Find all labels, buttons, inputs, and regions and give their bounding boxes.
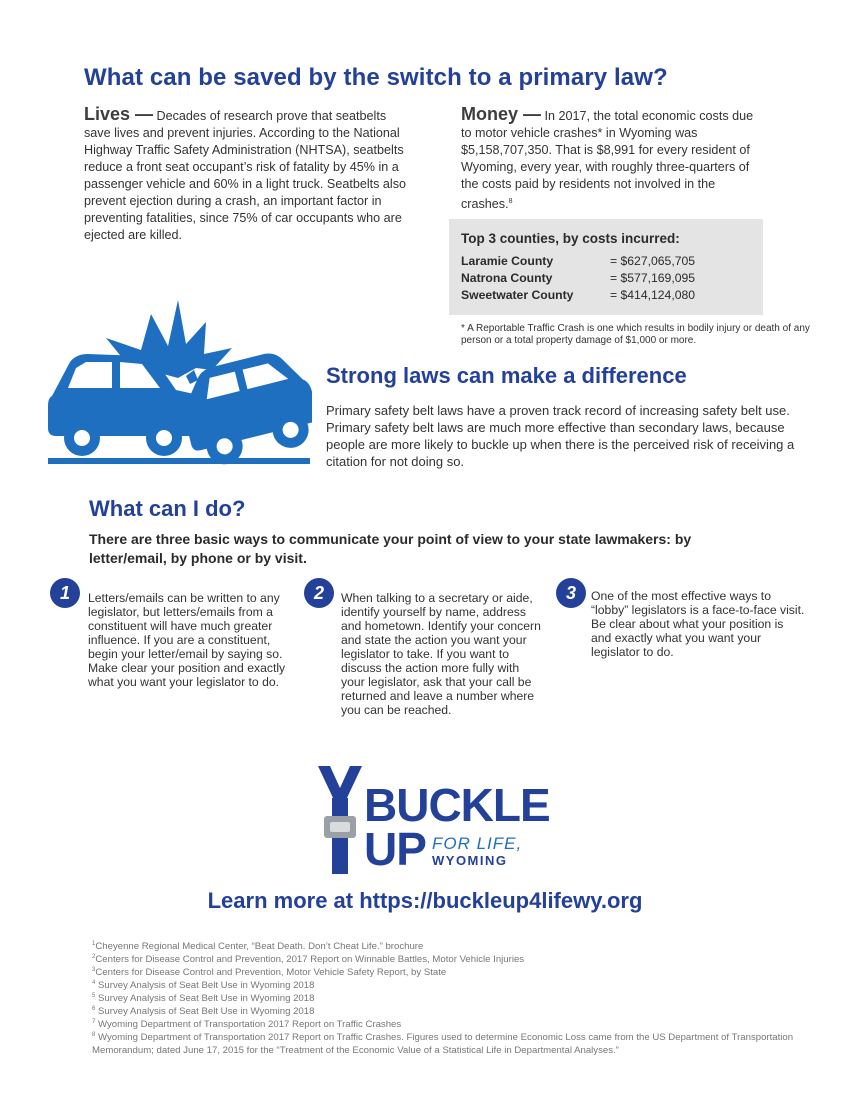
step-1-badge: 1 xyxy=(50,578,80,608)
step-3-text: One of the most effective ways to “lobby” legislators is a face-to-face visit. Be clear about what your position is and exactly what you want your legislator to do. xyxy=(591,589,805,659)
reference-item: $^4$ Survey Analysis of Seat Belt Use in Wyoming 2018 xyxy=(92,980,315,992)
reference-item: $^2$Centers for Disease Control and Prevention, 2017 Report on Winnable Battles, Motor Vehicle Injuries xyxy=(92,954,525,966)
money-section xyxy=(461,106,761,213)
reference-item: $^8$ Wyoming Department of Transportation 2017 Report on Traffic Crashes. Figures used to determine Economic Loss came from the US Department of Transportation Memorandum; dated June 17, 2015 for the “Treatment of the Economic Value of a Statistical Life in Departmental Analyses.” xyxy=(92,1032,794,1056)
county-value: = $414,124,080 xyxy=(610,288,696,302)
learn-more-link[interactable]: Learn more at https://buckleup4lifewy.org xyxy=(207,888,643,913)
strong-laws-title: Strong laws can make a difference xyxy=(326,363,687,388)
step-1-text: Letters/emails can be written to any legislator, but letters/emails from a constituent will have much greater influence. If you are a constituent, begin your letter/email by saying so. Make clear your position and exactly what you want your legislator to do. xyxy=(88,591,286,689)
county-value: = $627,065,705 xyxy=(610,254,696,268)
logo-up: UP xyxy=(364,823,426,875)
logo-for-life: FOR LIFE, xyxy=(432,834,523,853)
county-name: Natrona County xyxy=(461,271,553,285)
crash-footnote: * A Reportable Traffic Crash is one which results in bodily injury or death of any person or a total property damage of $1,000 or more. xyxy=(461,323,810,346)
county-name: Sweetwater County xyxy=(461,288,574,302)
what-can-i-do-intro: There are three basic ways to communicate your point of view to your state lawmakers: by letter/email, by phone or by visit. xyxy=(89,531,692,566)
lives-text: Decades of research prove that seatbelts save lives and prevent injuries. According to the National Highway Traffic Safety Administration (NHTSA), seatbelts reduce a front seat occupant’s risk of fatality by 45% in a passenger vehicle and 60% in a light truck. Seatbelts also prevent ejection during a crash, an important factor in preventing fatalities, since 75% of car occupants who are ejected are killed. xyxy=(84,109,407,242)
strong-laws-text: Primary safety belt laws have a proven track record of increasing safety belt use. Primary safety belt laws are much more effective than secondary laws, because people are more likely to buckle up when there is the perceived risk of receiving a citation for not doing so. xyxy=(326,403,795,469)
counties-title: Top 3 counties, by costs incurred: xyxy=(461,231,680,246)
step-2-badge: 2 xyxy=(304,578,334,608)
what-can-i-do-title: What can I do? xyxy=(89,496,246,521)
county-value: = $577,169,095 xyxy=(610,271,696,285)
lives-section xyxy=(84,106,409,244)
step-2-text: When talking to a secretary or aide, identify yourself by name, address and hometown. Identify your concern and state the action you want your legislator to take. If you want to discuss the action more fully with your legislator, ask that your call be returned and leave a number where you can be reached. xyxy=(341,591,541,717)
money-text: In 2017, the total economic costs due to motor vehicle crashes* in Wyoming was $5,158,707,350. That is $8,991 for every resident of Wyoming, every year, with roughly three-quarters of the costs paid by residents not involved in the crashes. xyxy=(461,109,754,212)
reference-item: $^6$ Survey Analysis of Seat Belt Use in Wyoming 2018 xyxy=(92,1006,315,1018)
reference-item: $^1$Cheyenne Regional Medical Center, “Beat Death. Don’t Cheat Life.” brochure xyxy=(92,941,424,953)
seatbelt-buckle-icon xyxy=(318,766,362,874)
reference-item: $^3$Centers for Disease Control and Prevention, Motor Vehicle Safety Report, by State xyxy=(92,967,447,979)
logo-buckle: BUCKLE xyxy=(364,779,550,831)
reference-item: $^5$ Survey Analysis of Seat Belt Use in Wyoming 2018 xyxy=(92,993,315,1005)
car-crash-icon xyxy=(46,298,312,468)
money-lead: Money — xyxy=(461,104,542,124)
page-title: What can be saved by the switch to a primary law? xyxy=(84,64,668,91)
buckle-up-logo xyxy=(318,766,548,874)
county-name: Laramie County xyxy=(461,254,554,268)
counties-box xyxy=(449,219,763,315)
money-footnote-ref: 8 xyxy=(508,198,513,205)
step-3-badge: 3 xyxy=(556,578,586,608)
reference-item: $^7$ Wyoming Department of Transportation 2017 Report on Traffic Crashes xyxy=(92,1019,402,1031)
logo-wyoming: WYOMING xyxy=(432,853,508,868)
lives-lead: Lives — xyxy=(84,104,154,124)
